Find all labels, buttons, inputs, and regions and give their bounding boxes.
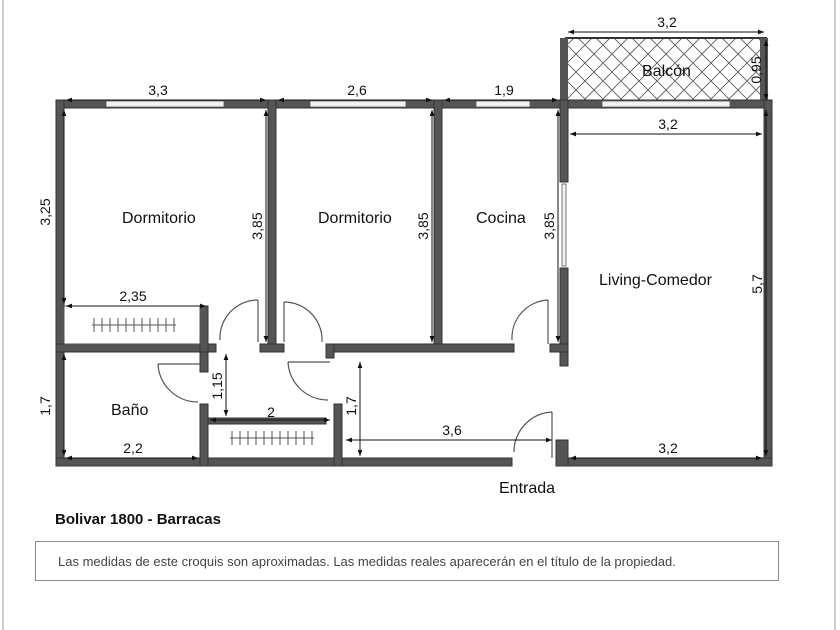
dim-hall-height: 1,15 [209,372,225,400]
room-label-cocina: Cocina [476,210,526,227]
disclaimer-text: Las medidas de este croquis son aproximadas. Las medidas reales aparecerán en el título de la propiedad. [58,554,676,569]
room-label-bano: Baño [111,402,149,419]
dim-corridor-width: 3,6 [442,422,462,438]
windows [106,101,730,266]
dim-dorm2-height: 3,85 [415,212,431,240]
dim-bath-width: 2,2 [123,440,143,456]
dim-living-bottom: 3,2 [658,440,678,456]
room-label-balcon: Balcón [642,63,691,80]
dim-dorm1-right-height: 3,85 [249,212,265,240]
dim-living-height: 5,7 [749,274,765,294]
property-title: Bolivar 1800 - Barracas [55,511,221,528]
dim-dorm1-height: 3,25 [37,198,53,226]
dim-kitchen-width: 1,9 [494,82,514,98]
dim-balcony-depth: 0,95 [748,56,764,84]
dim-living-width: 3,2 [658,116,678,132]
dim-closet1-width: 2,35 [119,288,147,304]
dim-dorm1-width: 3,3 [148,82,168,98]
dim-kitchen-height: 3,85 [541,212,557,240]
room-label-dormitorio-2: Dormitorio [318,210,392,227]
room-label-entrada: Entrada [499,480,556,497]
dim-hall2-height: 1,7 [343,396,359,416]
dim-dorm2-width: 2,6 [347,82,367,98]
dim-closet2-width: 2 [267,404,275,420]
dim-balcony-width: 3,2 [657,14,677,30]
room-label-living-comedor: Living-Comedor [599,272,712,289]
dim-bath-height: 1,7 [37,396,53,416]
disclaimer-box [35,541,779,581]
room-label-dormitorio-1: Dormitorio [122,210,196,227]
